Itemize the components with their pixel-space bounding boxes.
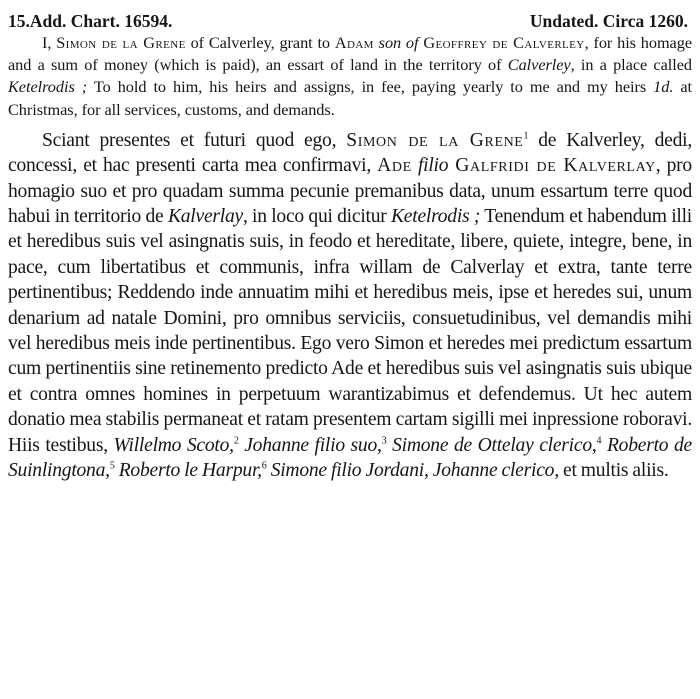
witness-name: Johanne filio suo,: [238, 434, 382, 456]
charter-reference: 15.Add. Chart. 16594.: [8, 11, 173, 31]
footnote-marker: 5: [109, 460, 115, 472]
charter-grantor-name: Simon de la Grene: [346, 129, 524, 151]
grantor-name: Simon de la Grene: [56, 33, 186, 52]
english-summary: I, Simon de la Grene of Calverley, grant to Adam son of Geoffrey de Calverley, for his homage and a sum of money (which is paid), an essart of land in the territory of Calverley, in a place called Ketelrodis ; To hold to him, his heirs and assigns, in fee, paying yearly to me and my heirs 1d. at Christmas, for all services, customs, and demands.: [8, 33, 693, 119]
witness-name: Roberto le Harpur,: [114, 460, 262, 482]
footnote-marker: 3: [381, 435, 387, 447]
footnote-marker: 2: [233, 435, 239, 447]
footnote-marker: 4: [596, 435, 602, 447]
latin-charter-text: Sciant presentes et futuri quod ego, Simon de la Grene$^1$ de Kalverley, dedi, concessi, et hac presenti carta mea confirmavi, Ade filio Galfridi de Kalverlay, pro homagio suo et pro quadam summa pecunie premanibus data, unum essartum terre quod habui in territorio de Kalverlay, in loco qui dicitur Ketelrodis ; Tenendum et habendum illi et heredibus suis vel asingnatis suis, in feodo et hereditate, libere, quiete, integre, bene, in pace, cum libertatibus et communis, infra willam de Calverlay et extra, tante terre pertinentibus; Reddendo inde annuatim mihi et heredibus meis, ipse et heredes sui, unum denarium ad natale Domini, pro omnibus serviciis, consuetudinibus, vel demandis mihi vel heredibus meis inde pertinentibus. Ego vero Simon et heredes mei predictum essartum cum pertinentiis sine retinemento predicto Ade et heredibus suis vel asingnatis suis ubique et contra omnes homines in perpetuum warantizabimus et defendemus. Ut hec autem donatio mea stabilis permaneat et ratam presentem cartam sigilli mei inpressione roboravi. Hiis testibus, Willelmo Scoto,$^2$ Johanne filio suo,$^3$ Simone de Ottelay clerico,$^4$ Roberto de Suinlingtona,$^5$ Roberto le Harpur,$^6$ Simone filio Jordani, Johanne clerico, et multis aliis.: [8, 129, 693, 482]
footnote-marker: 1: [523, 130, 529, 142]
charter-date: Undated. Circa 1260.: [529, 11, 688, 31]
witness-name: Simone filio Jordani, Johanne clerico,: [266, 460, 559, 482]
footnote-marker: 6: [261, 460, 267, 472]
witness-name: Willelmo Scoto,: [113, 434, 234, 456]
witness-name: Simone de Ottelay clerico,: [386, 434, 597, 456]
witness-name: Roberto de Suinlingtona,: [8, 434, 693, 482]
charter-heading: [8, 10, 692, 32]
